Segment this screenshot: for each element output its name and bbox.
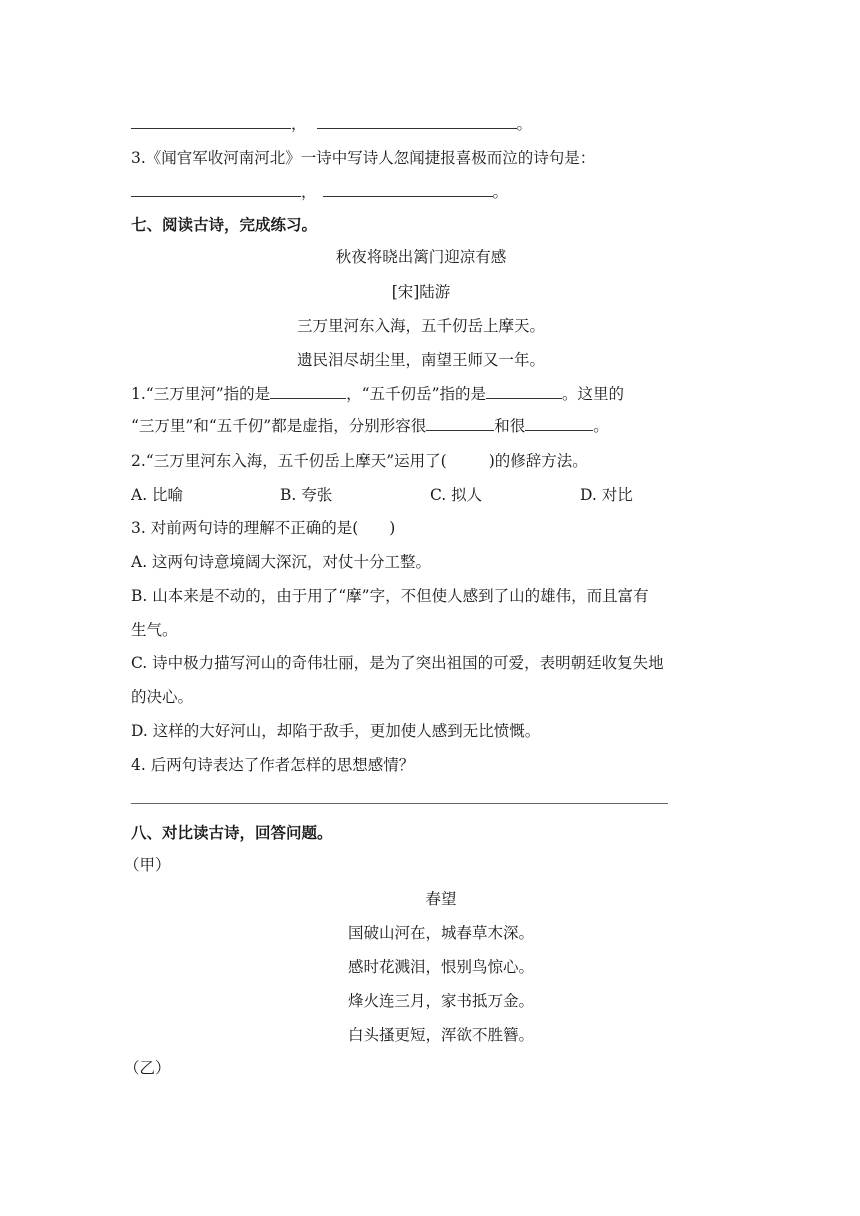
label-yi: （乙） bbox=[124, 1059, 171, 1077]
label-jia: （甲） bbox=[124, 856, 171, 874]
answer-line-q6-3: ， 。 bbox=[131, 182, 508, 202]
poem-line: 遗民泪尽胡尘里，南望王师又一年。 bbox=[296, 351, 545, 369]
blank[interactable] bbox=[486, 384, 562, 399]
section-heading-7: 七、阅读古诗，完成练习。 bbox=[131, 216, 318, 234]
poem-line: 国破山河在，城春草木深。 bbox=[347, 924, 534, 942]
answer-line[interactable] bbox=[131, 803, 668, 804]
option-d[interactable]: D. 对比 bbox=[580, 486, 633, 504]
blank[interactable] bbox=[131, 182, 301, 197]
poem-title: 春望 bbox=[425, 890, 457, 908]
poem-line: 感时花溅泪，恨别鸟惊心。 bbox=[347, 958, 534, 976]
poem-title: 秋夜将晓出篱门迎凉有感 bbox=[335, 248, 507, 266]
blank[interactable] bbox=[323, 182, 493, 197]
option-a[interactable]: A. 这两句诗意境阔大深沉，对仗十分工整。 bbox=[131, 553, 432, 571]
poem-author: [宋]陆游 bbox=[391, 283, 451, 301]
question-3: 3. 对前两句诗的理解不正确的是( ) bbox=[131, 519, 396, 537]
blank[interactable] bbox=[131, 114, 291, 129]
option-c-cont: 的决心。 bbox=[131, 688, 194, 706]
blank[interactable] bbox=[525, 416, 593, 431]
option-d[interactable]: D. 这样的大好河山，却陷于敌手，更加使人感到无比愤慨。 bbox=[131, 722, 541, 740]
option-c[interactable]: C. 诗中极力描写河山的奇伟壮丽，是为了突出祖国的可爱，表明朝廷收复失地 bbox=[131, 654, 664, 672]
question-2: 2.“三万里河东入海，五千仞岳上摩天”运用了( )的修辞方法。 bbox=[131, 452, 588, 470]
option-b[interactable]: B. 山本来是不动的，由于用了“摩”字，不但使人感到了山的雄伟，而且富有 bbox=[131, 587, 649, 605]
blank[interactable] bbox=[317, 114, 517, 129]
question-4: 4. 后两句诗表达了作者怎样的思想感情？ bbox=[131, 756, 415, 774]
poem-line: 三万里河东入海，五千仞岳上摩天。 bbox=[296, 317, 545, 335]
answer-line-q6-2: ， 。 bbox=[131, 114, 532, 134]
option-c[interactable]: C. 拟人 bbox=[430, 486, 483, 504]
option-b[interactable]: B. 夸张 bbox=[280, 486, 333, 504]
blank[interactable] bbox=[270, 384, 346, 399]
question-1: 1.“三万里河”指的是 ，“五千仞岳”指的是 。这里的 bbox=[131, 385, 625, 403]
option-a[interactable]: A. 比喻 bbox=[131, 486, 184, 504]
blank[interactable] bbox=[426, 416, 494, 431]
poem-line: 白头搔更短，浑欲不胜簪。 bbox=[347, 1026, 534, 1044]
poem-line: 烽火连三月，家书抵万金。 bbox=[347, 992, 534, 1010]
section-heading-8: 八、对比读古诗，回答问题。 bbox=[131, 824, 333, 842]
question-1-cont: “三万里”和“五千仞”都是虚指，分别形容很 和很 。 bbox=[131, 417, 609, 435]
question-q6-3: 3.《闻官军收河南河北》一诗中写诗人忽闻捷报喜极而泣的诗句是： bbox=[131, 149, 596, 167]
option-b-cont: 生气。 bbox=[131, 621, 178, 639]
